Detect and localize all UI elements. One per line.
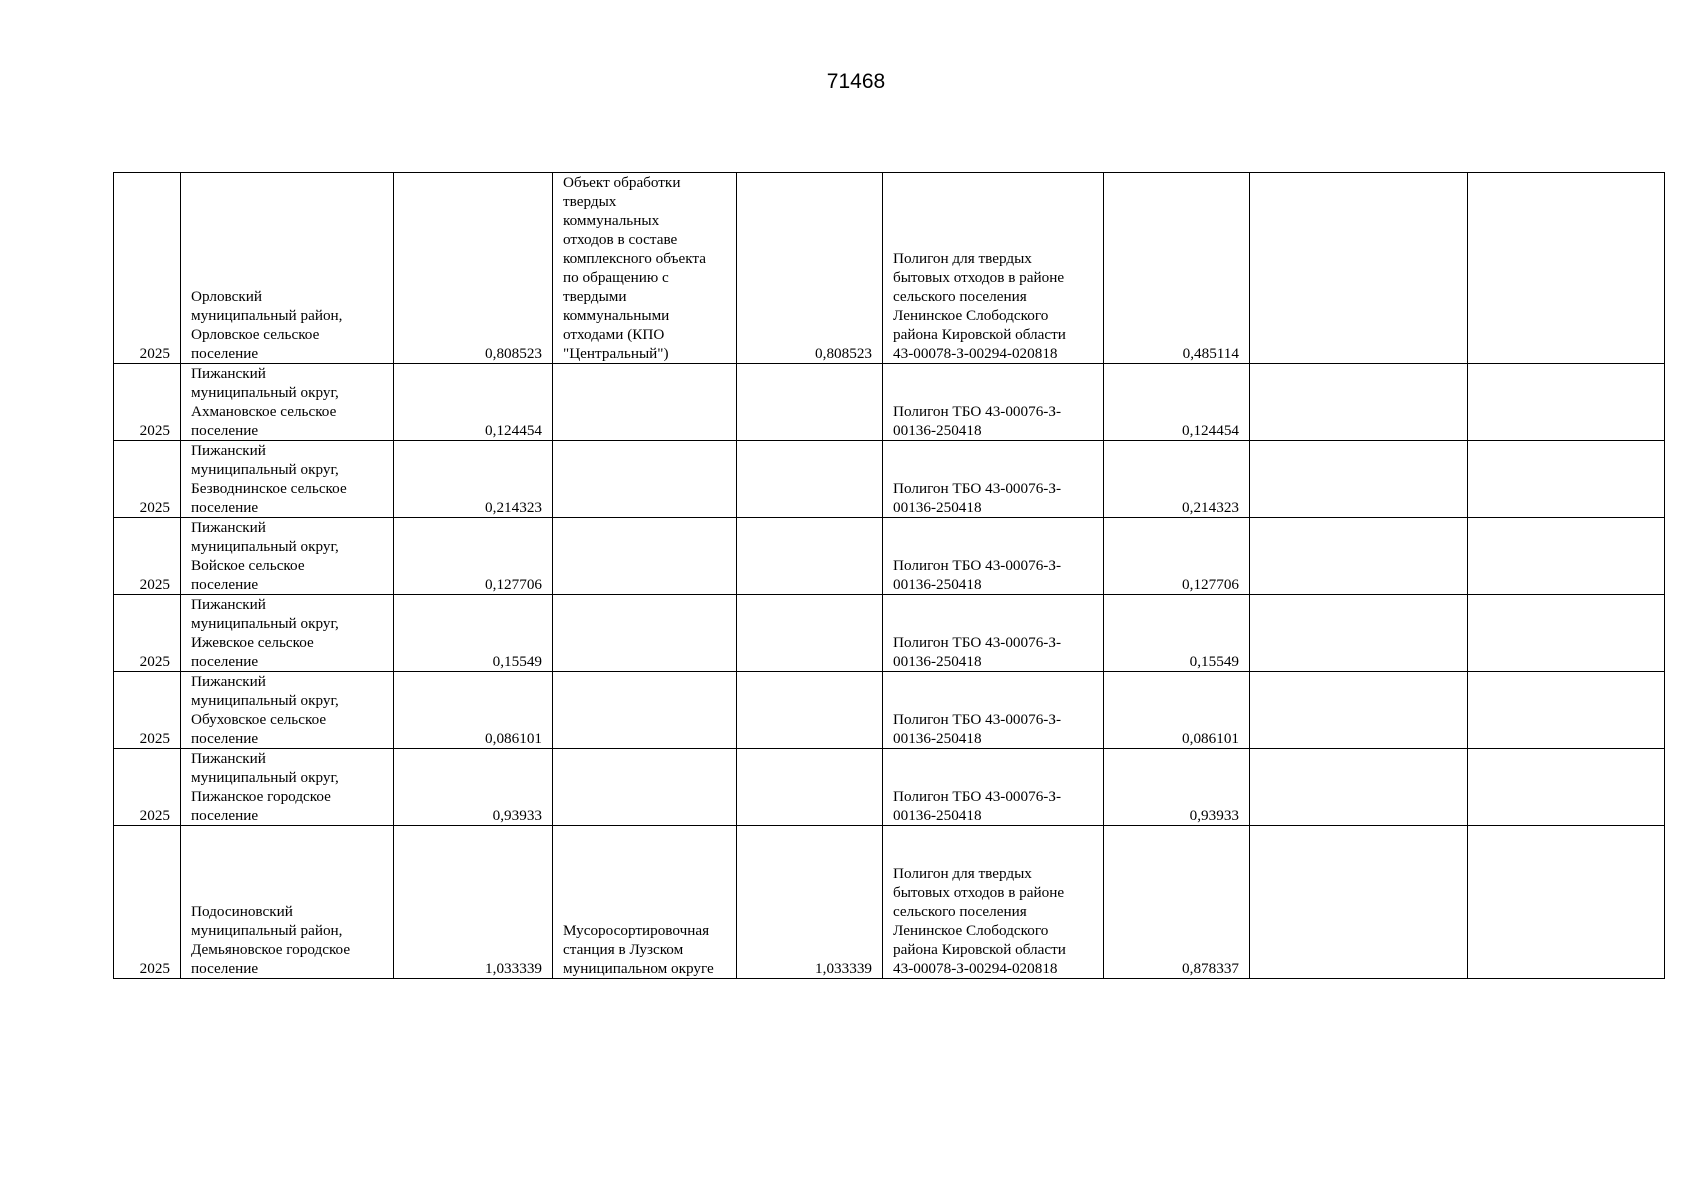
mass-disposed-cell: 0,214323 <box>1104 441 1250 518</box>
mass-generated-cell: 1,033339 <box>394 826 553 979</box>
year-cell: 2025 <box>114 441 181 518</box>
mass-processed-cell <box>737 749 883 826</box>
disposal-object-cell: Полигон для твердых бытовых отходов в районе сельского поселения Ленинское Слободского района Кировской области 43-00078-З-00294-020818 <box>883 173 1104 364</box>
mass-generated-cell: 0,124454 <box>394 364 553 441</box>
territory-cell: Пижанский муниципальный округ, Ижевское сельское поселение <box>181 595 394 672</box>
territory-cell: Орловский муниципальный район, Орловское сельское поселение <box>181 173 394 364</box>
territory-cell: Пижанский муниципальный округ, Войское сельское поселение <box>181 518 394 595</box>
mass-disposed-cell: 0,127706 <box>1104 518 1250 595</box>
mass-processed-cell <box>737 364 883 441</box>
empty-cell-col8 <box>1250 749 1468 826</box>
mass-disposed-cell: 0,878337 <box>1104 826 1250 979</box>
year-cell: 2025 <box>114 749 181 826</box>
disposal-object-cell: Полигон ТБО 43-00076-З- 00136-250418 <box>883 518 1104 595</box>
mass-disposed-cell: 0,15549 <box>1104 595 1250 672</box>
empty-cell-col9 <box>1468 441 1665 518</box>
empty-cell-col8 <box>1250 173 1468 364</box>
mass-processed-cell: 0,808523 <box>737 173 883 364</box>
mass-disposed-cell: 0,086101 <box>1104 672 1250 749</box>
table-row <box>114 595 1665 672</box>
processing-object-cell: Мусоросортировочная станция в Лузском муниципальном округе <box>553 826 737 979</box>
table-row <box>114 441 1665 518</box>
mass-generated-cell: 0,15549 <box>394 595 553 672</box>
table-row <box>114 826 1665 979</box>
empty-cell-col8 <box>1250 364 1468 441</box>
empty-cell-col9 <box>1468 595 1665 672</box>
page-number: 71468 <box>826 70 886 93</box>
year-cell: 2025 <box>114 595 181 672</box>
empty-cell-col9 <box>1468 749 1665 826</box>
mass-processed-cell <box>737 595 883 672</box>
table-row <box>114 364 1665 441</box>
territory-cell: Пижанский муниципальный округ, Безводнинское сельское поселение <box>181 441 394 518</box>
table-body <box>114 173 1665 979</box>
mass-generated-cell: 0,214323 <box>394 441 553 518</box>
table-row <box>114 518 1665 595</box>
mass-generated-cell: 0,127706 <box>394 518 553 595</box>
territory-cell: Пижанский муниципальный округ, Ахмановское сельское поселение <box>181 364 394 441</box>
year-cell: 2025 <box>114 826 181 979</box>
empty-cell-col9 <box>1468 826 1665 979</box>
disposal-object-cell: Полигон для твердых бытовых отходов в районе сельского поселения Ленинское Слободского района Кировской области 43-00078-З-00294-020818 <box>883 826 1104 979</box>
mass-processed-cell <box>737 441 883 518</box>
processing-object-cell <box>553 364 737 441</box>
territory-cell: Пижанский муниципальный округ, Пижанское городское поселение <box>181 749 394 826</box>
mass-generated-cell: 0,808523 <box>394 173 553 364</box>
empty-cell-col9 <box>1468 518 1665 595</box>
waste-flow-table <box>113 172 1665 979</box>
processing-object-cell <box>553 595 737 672</box>
year-cell: 2025 <box>114 173 181 364</box>
empty-cell-col9 <box>1468 364 1665 441</box>
table-row <box>114 173 1665 364</box>
mass-processed-cell: 1,033339 <box>737 826 883 979</box>
year-cell: 2025 <box>114 364 181 441</box>
disposal-object-cell: Полигон ТБО 43-00076-З- 00136-250418 <box>883 595 1104 672</box>
disposal-object-cell: Полигон ТБО 43-00076-З- 00136-250418 <box>883 364 1104 441</box>
mass-disposed-cell: 0,124454 <box>1104 364 1250 441</box>
mass-processed-cell <box>737 518 883 595</box>
empty-cell-col8 <box>1250 826 1468 979</box>
mass-disposed-cell: 0,485114 <box>1104 173 1250 364</box>
empty-cell-col8 <box>1250 672 1468 749</box>
year-cell: 2025 <box>114 672 181 749</box>
table-row <box>114 749 1665 826</box>
processing-object-cell <box>553 441 737 518</box>
mass-processed-cell <box>737 672 883 749</box>
mass-generated-cell: 0,086101 <box>394 672 553 749</box>
territory-cell: Пижанский муниципальный округ, Обуховское сельское поселение <box>181 672 394 749</box>
empty-cell-col8 <box>1250 595 1468 672</box>
empty-cell-col9 <box>1468 672 1665 749</box>
processing-object-cell <box>553 518 737 595</box>
territory-cell: Подосиновский муниципальный район, Демьяновское городское поселение <box>181 826 394 979</box>
year-cell: 2025 <box>114 518 181 595</box>
mass-disposed-cell: 0,93933 <box>1104 749 1250 826</box>
empty-cell-col8 <box>1250 518 1468 595</box>
processing-object-cell <box>553 672 737 749</box>
mass-generated-cell: 0,93933 <box>394 749 553 826</box>
disposal-object-cell: Полигон ТБО 43-00076-З- 00136-250418 <box>883 749 1104 826</box>
processing-object-cell <box>553 749 737 826</box>
table-row <box>114 672 1665 749</box>
processing-object-cell: Объект обработки твердых коммунальных отходов в составе комплексного объекта по обращению с твердыми коммунальными отходами (КПО "Центральный") <box>553 173 737 364</box>
disposal-object-cell: Полигон ТБО 43-00076-З- 00136-250418 <box>883 441 1104 518</box>
disposal-object-cell: Полигон ТБО 43-00076-З- 00136-250418 <box>883 672 1104 749</box>
empty-cell-col9 <box>1468 173 1665 364</box>
empty-cell-col8 <box>1250 441 1468 518</box>
